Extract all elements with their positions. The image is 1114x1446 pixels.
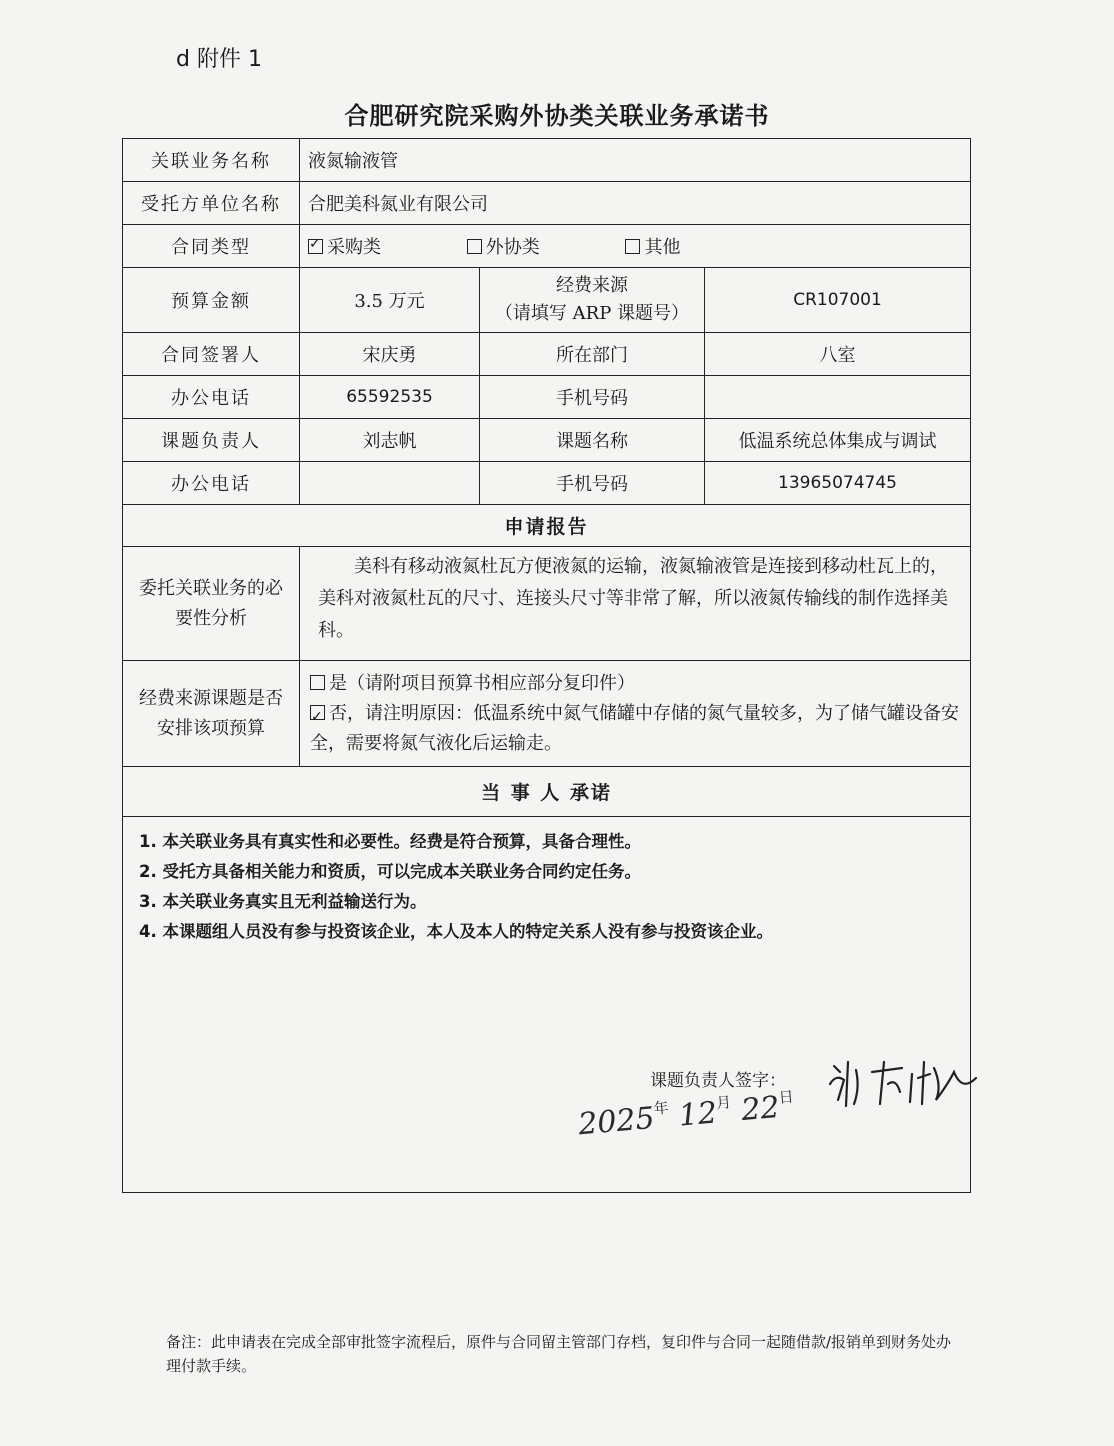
option-yes-label: 是（请附项目预算书相应部分复印件）	[329, 672, 635, 694]
project-name-value: 低温系统总体集成与调试	[705, 419, 971, 462]
budget-arranged-label-line2: 安排该项预算	[157, 717, 265, 739]
option-other[interactable]	[625, 233, 680, 259]
necessity-label-line1: 委托关联业务的必	[139, 577, 283, 599]
office-phone-value: 65592535	[300, 376, 480, 419]
fund-source-label-line2: （请填写 ARP 课题号）	[494, 303, 690, 324]
pledge-list	[131, 817, 962, 947]
row-budget	[123, 268, 971, 333]
row-budget-arranged	[123, 661, 971, 767]
report-heading: 申请报告	[123, 505, 971, 547]
necessity-label-line2: 要性分析	[175, 607, 247, 629]
contract-type-label: 合同类型	[123, 225, 300, 268]
leader-label: 课题负责人	[123, 419, 300, 462]
checkbox-checked-icon	[310, 705, 325, 720]
row-pledge-body	[123, 817, 971, 1193]
pledge-item: 1. 本关联业务具有真实性和必要性。经费是符合预算，具备合理性。	[139, 832, 641, 851]
office-phone-label-2: 办公电话	[123, 462, 300, 505]
option-other-label: 其他	[644, 237, 681, 258]
budget-value: 3.5 万元	[300, 268, 480, 333]
fund-source-label	[480, 268, 705, 333]
dept-value: 八室	[705, 333, 971, 376]
pledge-item: 2. 受托方具备相关能力和资质，可以完成本关联业务合同约定任务。	[139, 862, 641, 881]
date-day-unit: 日	[777, 1087, 795, 1107]
office-phone-label: 办公电话	[123, 376, 300, 419]
row-phone1	[123, 376, 971, 419]
business-name-label: 关联业务名称	[123, 139, 300, 182]
budget-arranged-options	[300, 661, 971, 767]
budget-arranged-label	[123, 661, 300, 767]
checkbox-empty-icon	[310, 675, 325, 690]
date-year-unit: 年	[652, 1098, 670, 1118]
row-pledge-heading	[123, 767, 971, 817]
mobile-value	[705, 376, 971, 419]
commitment-form	[122, 138, 971, 1193]
fund-source-label-line1: 经费来源	[556, 275, 628, 296]
contractor-label: 受托方单位名称	[123, 182, 300, 225]
handwritten-signature	[826, 1044, 986, 1114]
necessity-text-cell	[300, 547, 971, 661]
option-outsourcing-label: 外协类	[485, 237, 540, 258]
mobile-label-2: 手机号码	[480, 462, 705, 505]
row-leader	[123, 419, 971, 462]
row-phone2	[123, 462, 971, 505]
pledge-item: 3. 本关联业务真实且无利益输送行为。	[139, 892, 427, 911]
office-phone-value-2	[300, 462, 480, 505]
contract-type-options	[300, 225, 971, 268]
fund-source-value: CR107001	[705, 268, 971, 333]
row-business-name	[123, 139, 971, 182]
option-procurement-label: 采购类	[327, 237, 381, 258]
option-outsourcing[interactable]	[467, 233, 540, 259]
checkbox-empty-icon	[625, 239, 640, 254]
signer-value: 宋庆勇	[300, 333, 480, 376]
project-name-label: 课题名称	[480, 419, 705, 462]
option-procurement[interactable]	[308, 233, 381, 259]
checkbox-empty-icon	[467, 239, 482, 254]
row-contractor	[123, 182, 971, 225]
signer-label: 合同签署人	[123, 333, 300, 376]
date-day: 22	[739, 1089, 782, 1129]
footnote: 备注：此申请表在完成全部审批签字流程后，原件与合同留主管部门存档，复印件与合同一起随借款/报销单到财务处办理付款手续。	[166, 1333, 952, 1375]
option-yes[interactable]	[310, 669, 960, 699]
necessity-label	[123, 547, 300, 661]
necessity-text: 美科有移动液氮杜瓦方便液氮的运输，液氮输液管是连接到移动杜瓦上的，美科对液氮杜瓦的尺寸、连接头尺寸等非常了解，所以液氮传输线的制作选择美科。	[318, 556, 948, 641]
row-report-heading	[123, 505, 971, 547]
mobile-label: 手机号码	[480, 376, 705, 419]
pledge-heading: 当 事 人 承诺	[123, 767, 971, 817]
pledge-body	[123, 817, 971, 1193]
date-year: 2025	[576, 1100, 657, 1143]
mobile-value-2: 13965074745	[705, 462, 971, 505]
budget-label: 预算金额	[123, 268, 300, 333]
dept-label: 所在部门	[480, 333, 705, 376]
pledge-item: 4. 本课题组人员没有参与投资该企业，本人及本人的特定关系人没有参与投资该企业。	[139, 922, 773, 941]
budget-arranged-label-line1: 经费来源课题是否	[139, 687, 283, 709]
checkbox-checked-icon	[308, 239, 323, 254]
date-month: 12	[677, 1095, 719, 1134]
attachment-label: d 附件 1	[176, 47, 262, 72]
document-title: 合肥研究院采购外协类关联业务承诺书	[344, 102, 770, 130]
signature-label: 课题负责人签字：	[650, 1071, 786, 1091]
row-signer	[123, 333, 971, 376]
option-no-label: 否，请注明原因：低温系统中氮气储罐中存储的氮气量较多，为了储气罐设备安全，需要将氮气液化后运输走。	[310, 702, 959, 754]
option-no[interactable]	[310, 699, 960, 759]
business-name-value: 液氮输液管	[300, 139, 971, 182]
date-month-unit: 月	[715, 1093, 732, 1113]
row-necessity	[123, 547, 971, 661]
contractor-value: 合肥美科氮业有限公司	[300, 182, 971, 225]
leader-value: 刘志帆	[300, 419, 480, 462]
row-contract-type	[123, 225, 971, 268]
